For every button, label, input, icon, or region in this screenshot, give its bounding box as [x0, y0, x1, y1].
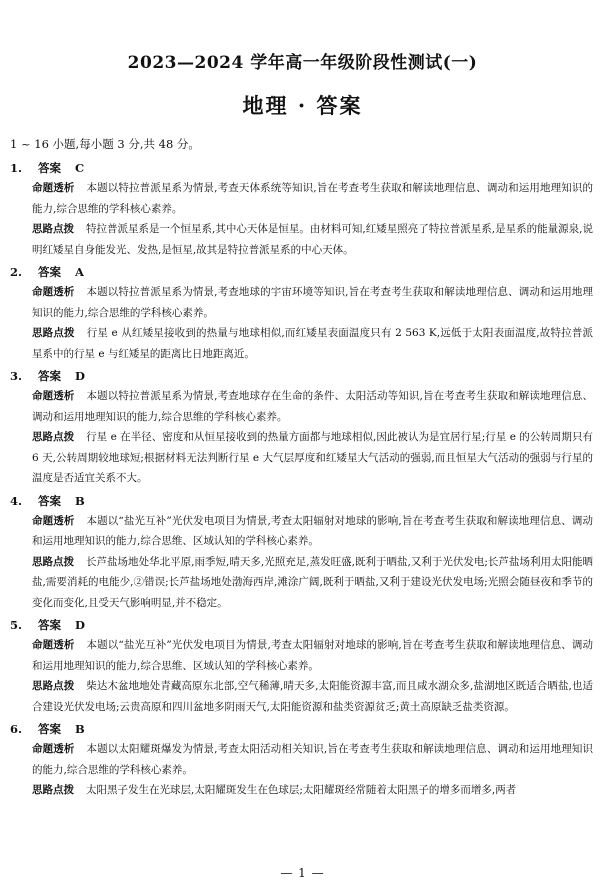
analysis-label: 命题透析 — [32, 514, 75, 527]
answer-value: A — [75, 265, 84, 279]
answer-line — [10, 158, 593, 178]
hint-paragraph — [10, 323, 593, 364]
hint-label: 思路点拨 — [32, 431, 75, 443]
analysis-label: 命题透析 — [32, 390, 75, 402]
answer-label: 答案 — [38, 161, 61, 175]
hint-text: 特拉普派星系是一个恒星系,其中心天体是恒星。由材料可知,红矮星照亮了特拉普派星系,是星系的能量源泉,说明红矮星自身能发光、发热,是恒星,故其是特拉普派星系的中心天体。 — [32, 223, 593, 256]
analysis-label: 命题透析 — [32, 639, 75, 651]
analysis-text: 本题以特拉普派星系为情景,考查地球存在生命的条件、太阳活动等知识,旨在考查考生获取和解读地理信息、调动和运用地理知识的能力,综合思维的学科核心素养。 — [32, 390, 593, 423]
answer-label: 答案 — [38, 265, 61, 279]
analysis-label: 命题透析 — [32, 743, 75, 755]
hint-paragraph — [10, 552, 593, 614]
answer-line — [10, 491, 593, 511]
page-subtitle: 地理 · 答案 — [242, 93, 363, 118]
hint-text: 柴达木盆地地处青藏高原东北部,空气稀薄,晴天多,太阳能资源丰富,而且咸水湖众多,盐湖地区既适合晒盐,也适合建设光伏发电场;云贵高原和四川盆地多阴雨天气,太阳能资源和盐类资源贫乏;黄土高原缺乏盐类资源。 — [32, 680, 594, 713]
hint-label: 思路点拨 — [32, 784, 74, 796]
page-title: 2023—2024 学年高一年级阶段性测试(一) — [127, 53, 478, 73]
hint-label: 思路点拨 — [32, 680, 75, 692]
question-block — [10, 158, 593, 260]
hint-text: 行星 e 从红矮星接收到的热量与地球相似,而红矮星表面温度只有 2 563 K,远低于太阳表面温度,故特拉普派星系中的行星 e 与红矮星的距离比日地距离近。 — [32, 327, 594, 360]
answer-value: B — [75, 493, 85, 508]
question-block — [10, 366, 593, 489]
analysis-paragraph — [10, 386, 593, 427]
question-block — [10, 491, 593, 614]
hint-paragraph — [10, 780, 593, 801]
answer-line — [10, 366, 593, 386]
answer-label: 答案 — [38, 493, 61, 508]
analysis-text: 本题以特拉普派星系为情景,考查天体系统等知识,旨在考查考生获取和解读地理信息、调动和运用地理知识的能力,综合思维的学科核心素养。 — [32, 182, 593, 215]
analysis-paragraph — [10, 739, 593, 780]
question-number: 6. — [10, 722, 23, 736]
hint-label: 思路点拨 — [32, 555, 75, 568]
question-number: 1. — [10, 161, 23, 175]
analysis-paragraph — [10, 178, 593, 219]
analysis-paragraph — [10, 282, 593, 323]
hint-text: 行星 e 在半径、密度和从恒星接收到的热量方面都与地球相似,因此被认为是宜居行星;行星 e 的公转周期只有 6 天,公转周期较地球短;根据材料无法判断行星 e 大气层厚度和红矮星大气活动的强弱,而且恒星大气活动的强弱与行星的温度是否适宜关系不大。 — [32, 431, 593, 484]
hint-text: 长芦盐场地处华北平原,雨季短,晴天多,光照充足,蒸发旺盛,既利于晒盐,又利于光伏发电;长芦盐场利用太阳能晒盐,需要消耗的电能少,②错误;长芦盐场地处渤海西岸,滩涂广阔,既利于晒盐,又利于建设光伏发电场;光照会随昼夜和季节的变化而变化,且受天气影响明显,并不稳定。 — [32, 555, 593, 609]
answer-content — [10, 134, 593, 803]
question-number: 2. — [10, 265, 23, 279]
question-list — [10, 158, 593, 801]
answer-value: C — [75, 161, 85, 175]
analysis-text: 本题以“盐光互补”光伏发电项目为情景,考查太阳辐射对地球的影响,旨在考查考生获取和解读地理信息、调动和运用地理知识的能力,综合思维、区域认知的学科核心素养。 — [32, 639, 593, 672]
analysis-paragraph — [10, 511, 593, 552]
scoring-intro: 1 ~ 16 小题,每小题 3 分,共 48 分。 — [10, 137, 200, 151]
question-number: 3. — [10, 369, 23, 383]
hint-text: 太阳黑子发生在光球层,太阳耀斑发生在色球层;太阳耀斑经常随着太阳黑子的增多而增多,两者 — [86, 784, 517, 796]
hint-label: 思路点拨 — [32, 327, 75, 339]
hint-paragraph — [10, 427, 593, 489]
hint-paragraph — [10, 219, 593, 260]
question-block — [10, 615, 593, 717]
question-block — [10, 719, 593, 801]
analysis-label: 命题透析 — [32, 182, 75, 194]
analysis-text: 本题以特拉普派星系为情景,考查地球的宇宙环境等知识,旨在考查考生获取和解读地理信息、调动和运用地理知识的能力,综合思维的学科核心素养。 — [32, 286, 593, 319]
hint-label: 思路点拨 — [32, 223, 75, 235]
analysis-text: 本题以太阳耀斑爆发为情景,考查太阳活动相关知识,旨在考查考生获取和解读地理信息、调动和运用地理知识的能力,综合思维的学科核心素养。 — [32, 743, 593, 776]
answer-line — [10, 719, 593, 739]
answer-value: D — [75, 618, 85, 632]
answer-label: 答案 — [38, 369, 61, 383]
question-block — [10, 262, 593, 364]
hint-paragraph — [10, 676, 593, 717]
question-number: 5. — [10, 618, 23, 632]
answer-line — [10, 262, 593, 282]
answer-line — [10, 615, 593, 635]
answer-label: 答案 — [38, 618, 61, 632]
analysis-text: 本题以“盐光互补”光伏发电项目为情景,考查太阳辐射对地球的影响,旨在考查考生获取和解读地理信息、调动和运用地理知识的能力,综合思维、区域认知的学科核心素养。 — [32, 514, 593, 547]
analysis-paragraph — [10, 635, 593, 676]
answer-label: 答案 — [38, 722, 61, 736]
question-number: 4. — [10, 493, 23, 508]
answer-value: D — [75, 369, 85, 383]
answer-value: B — [75, 722, 85, 736]
analysis-label: 命题透析 — [32, 286, 75, 298]
page-number: — 1 — — [280, 866, 325, 880]
